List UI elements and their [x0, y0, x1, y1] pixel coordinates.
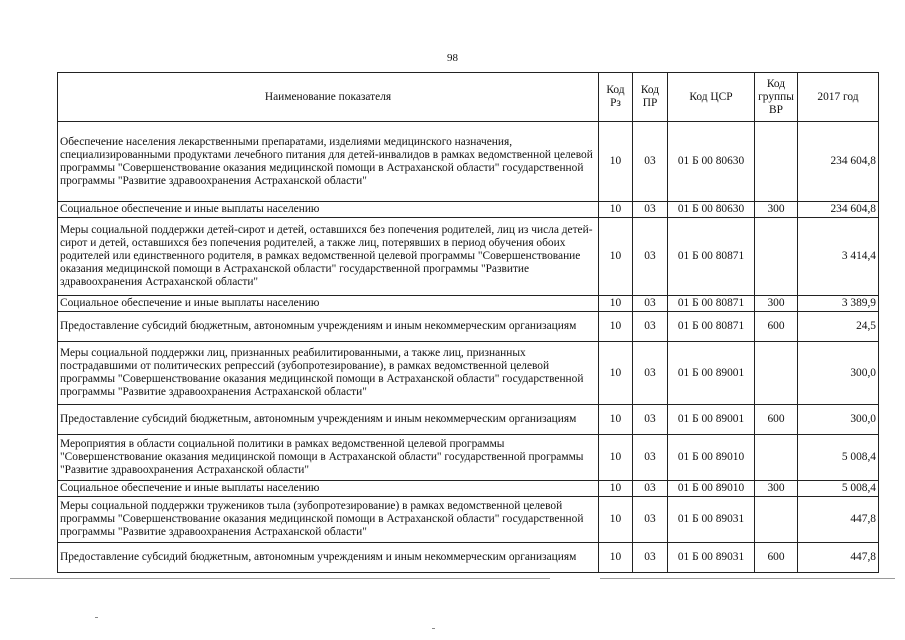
row-name: Обеспечение населения лекарственными препаратами, изделиями медицинского назначения, специализированными продуктами лечебного питания для детей-инвалидов в рамках ведомственной целевой программы "Совершенствование оказания медицинской помощи в Астраханской области" государственной программы "Развитие здравоохранения Астраханской области" — [58, 122, 599, 202]
table-row — [58, 435, 879, 481]
row-name: Меры социальной поддержки лиц, признанных реабилитированными, а также лиц, признанных пострадавшими от политических репрессий (зубопротезирование), в рамках ведомственной целевой программы "Совершенствование оказания медицинской помощи в Астраханской области" государственной программы "Развитие здравоохранения Астраханской области" — [58, 342, 599, 405]
row-rz: 10 — [599, 202, 633, 218]
row-csr: 01 Б 00 89031 — [668, 497, 755, 543]
row-amount: 447,8 — [798, 497, 879, 543]
table-row — [58, 543, 879, 573]
header-amount: 2017 год — [798, 73, 879, 122]
row-vr: 600 — [755, 405, 798, 435]
row-vr: 300 — [755, 202, 798, 218]
row-vr: 300 — [755, 296, 798, 312]
row-amount: 3 389,9 — [798, 296, 879, 312]
table-row — [58, 342, 879, 405]
row-name: Меры социальной поддержки тружеников тыла (зубопротезирование) в рамках ведомственной целевой программы "Совершенствование оказания медицинской помощи в Астраханской области" государственной программы "Развитие здравоохранения Астраханской области" — [58, 497, 599, 543]
row-amount: 300,0 — [798, 405, 879, 435]
row-rz: 10 — [599, 435, 633, 481]
row-vr — [755, 122, 798, 202]
row-vr: 600 — [755, 312, 798, 342]
row-amount: 5 008,4 — [798, 481, 879, 497]
scan-speck — [95, 617, 98, 618]
row-csr: 01 Б 00 80630 — [668, 122, 755, 202]
row-name: Социальное обеспечение и иные выплаты населению — [58, 296, 599, 312]
scan-speck — [432, 628, 435, 629]
row-name: Предоставление субсидий бюджетным, автономным учреждениям и иным некоммерческим организациям — [58, 543, 599, 573]
scan-rule-right — [600, 578, 895, 579]
row-pr: 03 — [633, 296, 668, 312]
table-header-row — [58, 73, 879, 122]
scan-rule-left — [10, 578, 550, 579]
table-row — [58, 296, 879, 312]
table-row — [58, 218, 879, 296]
table-row — [58, 202, 879, 218]
row-vr — [755, 218, 798, 296]
row-rz: 10 — [599, 543, 633, 573]
row-pr: 03 — [633, 481, 668, 497]
row-rz: 10 — [599, 218, 633, 296]
row-vr — [755, 497, 798, 543]
header-rz: Код Рз — [599, 73, 633, 122]
table-row — [58, 122, 879, 202]
row-pr: 03 — [633, 122, 668, 202]
row-rz: 10 — [599, 342, 633, 405]
header-pr: Код ПР — [633, 73, 668, 122]
row-name: Социальное обеспечение и иные выплаты населению — [58, 202, 599, 218]
row-csr: 01 Б 00 80871 — [668, 296, 755, 312]
table-row — [58, 405, 879, 435]
row-pr: 03 — [633, 342, 668, 405]
row-amount: 24,5 — [798, 312, 879, 342]
budget-table — [57, 72, 879, 573]
row-csr: 01 Б 00 80871 — [668, 218, 755, 296]
row-csr: 01 Б 00 89031 — [668, 543, 755, 573]
row-csr: 01 Б 00 89010 — [668, 481, 755, 497]
table-row — [58, 312, 879, 342]
row-name: Социальное обеспечение и иные выплаты населению — [58, 481, 599, 497]
page-number: 98 — [447, 52, 458, 64]
row-csr: 01 Б 00 80630 — [668, 202, 755, 218]
row-rz: 10 — [599, 481, 633, 497]
row-csr: 01 Б 00 80871 — [668, 312, 755, 342]
row-name: Меры социальной поддержки детей-сирот и детей, оставшихся без попечения родителей, лиц из числа детей-сирот и детей, оставшихся без попечения родителей, а также лиц, потерявших в период обучения обоих родителей или единственного родителя, в рамках ведомственной целевой программы "Совершенствование оказания медицинской помощи в Астраханской области" государственной программы "Развитие здравоохранения Астраханской области" — [58, 218, 599, 296]
row-vr: 300 — [755, 481, 798, 497]
row-name: Предоставление субсидий бюджетным, автономным учреждениям и иным некоммерческим организациям — [58, 312, 599, 342]
row-amount: 234 604,8 — [798, 122, 879, 202]
table-row — [58, 497, 879, 543]
row-name: Мероприятия в области социальной политики в рамках ведомственной целевой программы "Совершенствование оказания медицинской помощи в Астраханской области" государственной программы "Развитие здравоохранения Астраханской области" — [58, 435, 599, 481]
row-pr: 03 — [633, 435, 668, 481]
row-amount: 447,8 — [798, 543, 879, 573]
row-pr: 03 — [633, 202, 668, 218]
row-rz: 10 — [599, 296, 633, 312]
header-vr: Код группы ВР — [755, 73, 798, 122]
row-pr: 03 — [633, 497, 668, 543]
row-pr: 03 — [633, 405, 668, 435]
row-amount: 5 008,4 — [798, 435, 879, 481]
row-pr: 03 — [633, 218, 668, 296]
table-row — [58, 481, 879, 497]
row-rz: 10 — [599, 405, 633, 435]
row-vr — [755, 435, 798, 481]
row-csr: 01 Б 00 89010 — [668, 435, 755, 481]
row-name: Предоставление субсидий бюджетным, автономным учреждениям и иным некоммерческим организациям — [58, 405, 599, 435]
row-csr: 01 Б 00 89001 — [668, 342, 755, 405]
row-rz: 10 — [599, 312, 633, 342]
row-vr — [755, 342, 798, 405]
row-amount: 300,0 — [798, 342, 879, 405]
row-vr: 600 — [755, 543, 798, 573]
row-amount: 234 604,8 — [798, 202, 879, 218]
row-csr: 01 Б 00 89001 — [668, 405, 755, 435]
row-pr: 03 — [633, 312, 668, 342]
row-amount: 3 414,4 — [798, 218, 879, 296]
row-rz: 10 — [599, 497, 633, 543]
row-pr: 03 — [633, 543, 668, 573]
header-csr: Код ЦСР — [668, 73, 755, 122]
row-rz: 10 — [599, 122, 633, 202]
header-name: Наименование показателя — [58, 73, 599, 122]
